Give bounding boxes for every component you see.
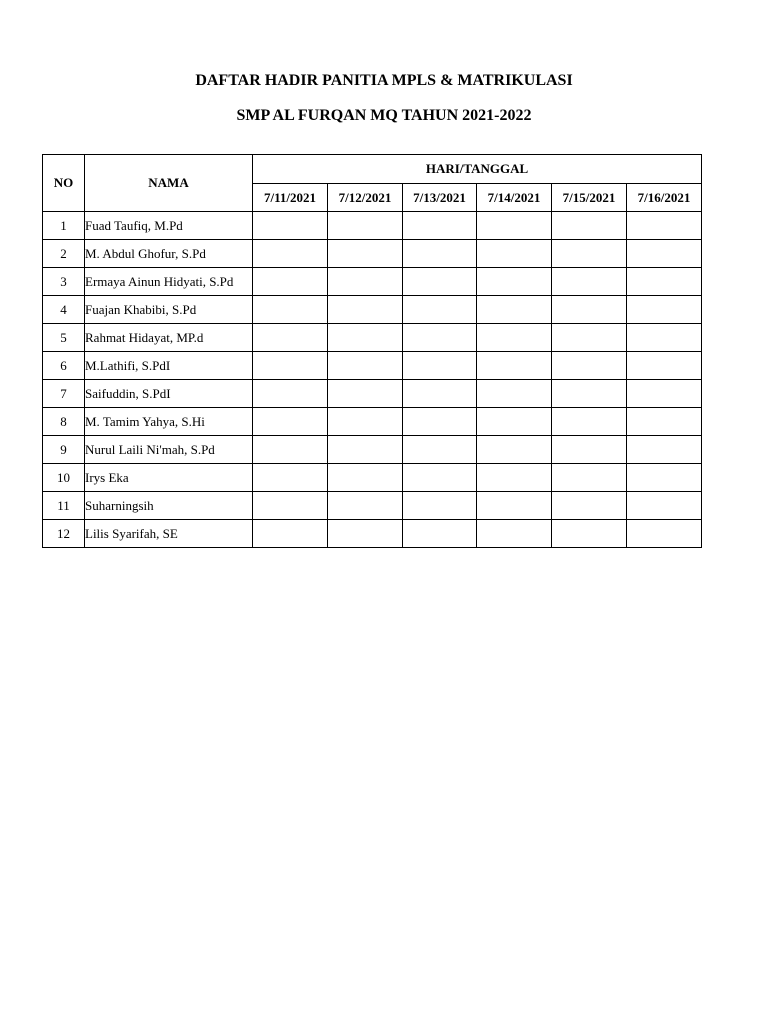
attendance-cell[interactable] [477,436,552,464]
row-number: 1 [43,212,85,240]
attendance-cell[interactable] [477,380,552,408]
attendance-cell[interactable] [253,352,328,380]
attendance-cell[interactable] [552,464,627,492]
committee-member-name: Nurul Laili Ni'mah, S.Pd [85,436,253,464]
table-row [43,240,702,268]
attendance-cell[interactable] [552,380,627,408]
committee-member-name: Saifuddin, S.PdI [85,380,253,408]
attendance-cell[interactable] [627,464,702,492]
committee-member-name: Ermaya Ainun Hidyati, S.Pd [85,268,253,296]
attendance-cell[interactable] [477,520,552,548]
document-subtitle: SMP AL FURQAN MQ TAHUN 2021-2022 [236,107,532,124]
attendance-cell[interactable] [403,520,477,548]
attendance-cell[interactable] [403,352,477,380]
attendance-cell[interactable] [328,492,403,520]
committee-member-name: M.Lathifi, S.PdI [85,352,253,380]
attendance-cell[interactable] [328,464,403,492]
attendance-cell[interactable] [328,212,403,240]
attendance-cell[interactable] [552,268,627,296]
table-row [43,380,702,408]
attendance-cell[interactable] [253,408,328,436]
attendance-cell[interactable] [403,408,477,436]
committee-member-name: Rahmat Hidayat, MP.d [85,324,253,352]
attendance-cell[interactable] [253,520,328,548]
date-header: 7/14/2021 [477,184,552,212]
attendance-cell[interactable] [477,352,552,380]
attendance-table [42,154,702,548]
committee-member-name: Suharningsih [85,492,253,520]
attendance-cell[interactable] [253,212,328,240]
attendance-cell[interactable] [477,268,552,296]
table-row [43,324,702,352]
attendance-cell[interactable] [627,296,702,324]
attendance-cell[interactable] [403,492,477,520]
date-header: 7/11/2021 [253,184,328,212]
committee-member-name: M. Abdul Ghofur, S.Pd [85,240,253,268]
table-row [43,268,702,296]
date-header: 7/13/2021 [403,184,477,212]
attendance-cell[interactable] [328,436,403,464]
attendance-cell[interactable] [477,324,552,352]
row-number: 9 [43,436,85,464]
attendance-cell[interactable] [253,268,328,296]
attendance-cell[interactable] [627,240,702,268]
header-nama: NAMA [85,155,253,212]
attendance-cell[interactable] [627,436,702,464]
attendance-cell[interactable] [403,324,477,352]
attendance-cell[interactable] [627,380,702,408]
table-row [43,212,702,240]
header-no: NO [43,155,85,212]
row-number: 11 [43,492,85,520]
attendance-cell[interactable] [403,240,477,268]
attendance-cell[interactable] [253,464,328,492]
attendance-cell[interactable] [552,296,627,324]
table-row [43,520,702,548]
attendance-cell[interactable] [328,352,403,380]
attendance-cell[interactable] [328,240,403,268]
attendance-cell[interactable] [627,268,702,296]
attendance-cell[interactable] [627,520,702,548]
table-row [43,436,702,464]
header-row [43,155,702,184]
committee-member-name: Fuajan Khabibi, S.Pd [85,296,253,324]
committee-member-name: Lilis Syarifah, SE [85,520,253,548]
table-row [43,464,702,492]
attendance-cell[interactable] [477,492,552,520]
attendance-cell[interactable] [552,520,627,548]
attendance-cell[interactable] [403,380,477,408]
table-row [43,296,702,324]
attendance-cell[interactable] [627,212,702,240]
attendance-cell[interactable] [552,436,627,464]
header-hari-tanggal: HARI/TANGGAL [253,155,702,184]
attendance-cell[interactable] [477,464,552,492]
attendance-cell[interactable] [328,520,403,548]
table-row [43,492,702,520]
table-row [43,408,702,436]
attendance-cell[interactable] [552,212,627,240]
attendance-cell[interactable] [253,436,328,464]
attendance-cell[interactable] [477,408,552,436]
attendance-cell[interactable] [552,408,627,436]
table-row [43,352,702,380]
attendance-cell[interactable] [627,352,702,380]
row-number: 7 [43,380,85,408]
attendance-cell[interactable] [253,380,328,408]
attendance-cell[interactable] [403,464,477,492]
row-number: 2 [43,240,85,268]
attendance-cell[interactable] [627,324,702,352]
committee-member-name: M. Tamim Yahya, S.Hi [85,408,253,436]
date-header: 7/15/2021 [552,184,627,212]
attendance-cell[interactable] [627,492,702,520]
attendance-cell[interactable] [552,324,627,352]
attendance-cell[interactable] [253,240,328,268]
attendance-cell[interactable] [328,324,403,352]
attendance-cell[interactable] [477,212,552,240]
row-number: 6 [43,352,85,380]
row-number: 12 [43,520,85,548]
row-number: 8 [43,408,85,436]
date-header: 7/16/2021 [627,184,702,212]
attendance-cell[interactable] [328,380,403,408]
row-number: 5 [43,324,85,352]
attendance-cell[interactable] [627,408,702,436]
date-header: 7/12/2021 [328,184,403,212]
attendance-cell[interactable] [328,408,403,436]
attendance-cell[interactable] [253,492,328,520]
attendance-cell[interactable] [403,296,477,324]
attendance-cell[interactable] [552,352,627,380]
attendance-cell[interactable] [552,492,627,520]
attendance-cell[interactable] [403,268,477,296]
attendance-cell[interactable] [328,296,403,324]
attendance-cell[interactable] [328,268,403,296]
row-number: 3 [43,268,85,296]
committee-member-name: Fuad Taufiq, M.Pd [85,212,253,240]
attendance-cell[interactable] [403,212,477,240]
committee-member-name: Irys Eka [85,464,253,492]
attendance-cell[interactable] [477,240,552,268]
attendance-cell[interactable] [253,324,328,352]
attendance-cell[interactable] [552,240,627,268]
attendance-cell[interactable] [477,296,552,324]
attendance-rows [43,212,702,548]
document-title: DAFTAR HADIR PANITIA MPLS & MATRIKULASI [195,72,573,89]
row-number: 10 [43,464,85,492]
attendance-cell[interactable] [403,436,477,464]
row-number: 4 [43,296,85,324]
attendance-cell[interactable] [253,296,328,324]
